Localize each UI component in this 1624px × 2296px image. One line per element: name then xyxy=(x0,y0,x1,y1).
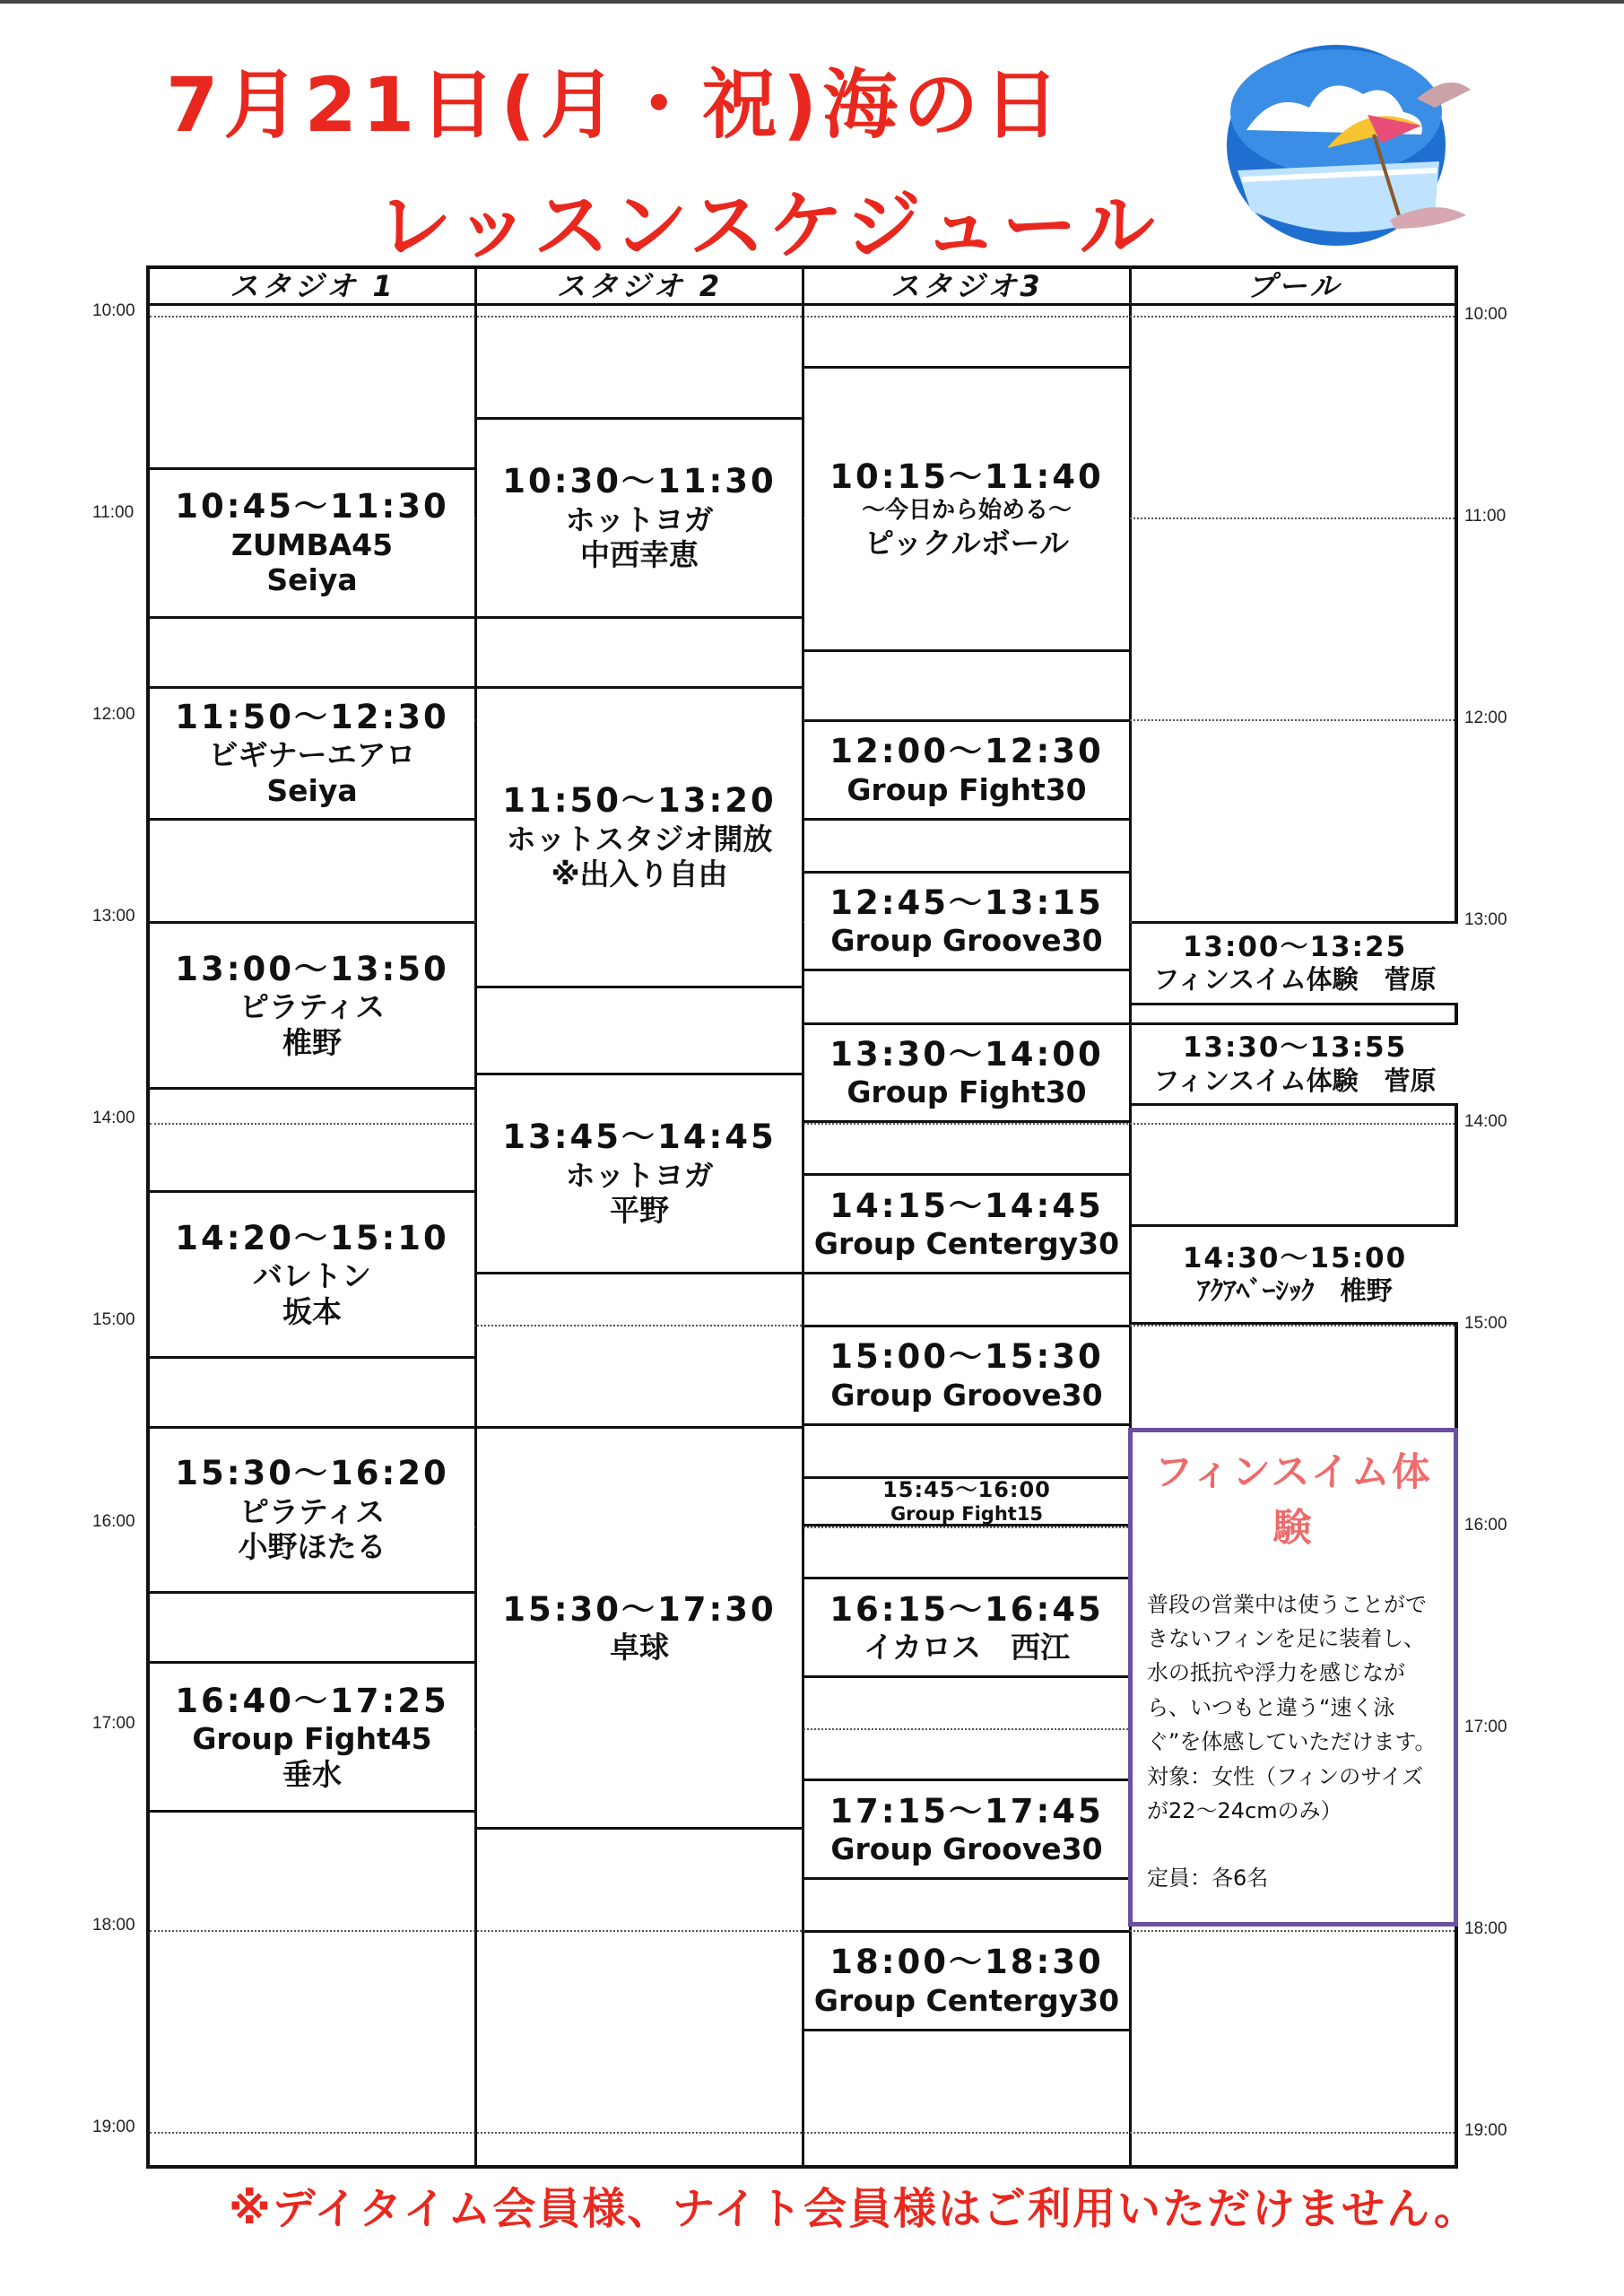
time-label-left: 12:00 xyxy=(92,705,135,724)
lesson-time: 14:15〜14:45 xyxy=(829,1186,1104,1225)
fin-swim-info-box xyxy=(1128,1428,1458,1926)
lesson-block xyxy=(150,467,474,619)
lesson-instructor: ピックルボール xyxy=(864,525,1070,561)
lesson-block xyxy=(804,366,1129,652)
lesson-block xyxy=(804,871,1129,972)
lesson-block xyxy=(804,1577,1129,1678)
lesson-name: Group Fight30 xyxy=(847,771,1087,807)
time-label-left: 10:00 xyxy=(92,301,135,320)
lesson-block xyxy=(477,417,802,619)
lesson-instructor: 中西幸恵 xyxy=(580,537,699,573)
time-label-right: 13:00 xyxy=(1464,910,1507,929)
lesson-name: イカロス 西江 xyxy=(863,1629,1070,1665)
lesson-block xyxy=(804,1930,1129,2031)
lesson-name: Group Groove30 xyxy=(830,923,1103,959)
fin-swim-text: 普段の営業中は使うことができないフィンを足に装着し、水の抵抗や浮力を感じながら、いつもと違う“速く泳ぐ”を体感していただけます。 xyxy=(1147,1591,1437,1755)
lesson-time: 13:45〜14:45 xyxy=(502,1118,777,1157)
hour-gridline xyxy=(150,2132,1455,2134)
lesson-time: 12:45〜13:15 xyxy=(829,883,1104,922)
lesson-time: 17:15〜17:45 xyxy=(829,1791,1104,1831)
time-label-left: 19:00 xyxy=(92,2118,135,2136)
column-header-studio3: スタジオ3 xyxy=(890,269,1044,303)
lesson-name: バレトン xyxy=(253,1258,371,1294)
time-label-right: 16:00 xyxy=(1464,1516,1507,1535)
lesson-time: 10:15〜11:40 xyxy=(829,457,1104,497)
hour-gridline xyxy=(150,1930,1455,1932)
lesson-time: 13:00〜13:50 xyxy=(175,949,449,988)
page-subtitle: レッスンスケジュール xyxy=(377,182,1159,270)
lesson-name: Group Fight15 xyxy=(890,1502,1044,1525)
lesson-time: 15:30〜16:20 xyxy=(175,1454,449,1493)
lesson-time: 13:00〜13:25 xyxy=(1182,930,1408,963)
lesson-instructor: 坂本 xyxy=(282,1293,342,1329)
lesson-instructor: 椎野 xyxy=(282,1024,342,1060)
lesson-block xyxy=(804,1476,1129,1526)
page-title: 7月21日(月・祝)海の日 xyxy=(166,61,1065,149)
column-header-studio1: スタジオ 1 xyxy=(230,269,396,303)
time-label-right: 15:00 xyxy=(1464,1314,1507,1333)
time-label-right: 19:00 xyxy=(1464,2121,1507,2140)
lesson-name: Group Fight45 xyxy=(192,1720,432,1756)
footer-notice: ※デイタイム会員様、ナイト会員様はご利用いただけません。 xyxy=(229,2184,1479,2234)
lesson-time: 18:00〜18:30 xyxy=(829,1943,1104,1982)
time-label-right: 11:00 xyxy=(1464,507,1507,526)
lesson-name: ホットスタジオ開放 xyxy=(506,821,773,857)
lesson-time: 13:30〜14:00 xyxy=(829,1034,1104,1074)
lesson-name: Group Centergy30 xyxy=(813,1982,1120,2018)
lesson-name: Group Groove30 xyxy=(830,1831,1103,1866)
lesson-time: 15:00〜15:30 xyxy=(829,1337,1104,1377)
lesson-block xyxy=(477,686,802,989)
lesson-instructor: 小野ほたる xyxy=(238,1529,386,1565)
time-label-right: 14:00 xyxy=(1464,1112,1507,1131)
schedule-grid xyxy=(146,265,1458,2169)
column-header-studio2: スタジオ 2 xyxy=(556,269,724,303)
lesson-name: 卓球 xyxy=(610,1629,669,1665)
time-label-right: 12:00 xyxy=(1464,709,1507,727)
lesson-block xyxy=(150,921,474,1090)
top-border xyxy=(0,0,1624,4)
lesson-instructor: 垂水 xyxy=(282,1756,342,1792)
lesson-time: 11:50〜12:30 xyxy=(175,697,449,736)
lesson-block xyxy=(804,1325,1129,1426)
lesson-time: 10:30〜11:30 xyxy=(502,462,777,501)
hour-gridline xyxy=(150,316,1455,317)
time-label-left: 16:00 xyxy=(92,1512,135,1531)
time-label-left: 11:00 xyxy=(92,503,135,522)
lesson-name: ｱｸｱﾍﾞｰｼｯｸ 椎野 xyxy=(1197,1274,1393,1306)
fin-swim-title: フィンスイム体験 xyxy=(1154,1450,1432,1552)
lesson-instructor: 平野 xyxy=(610,1193,669,1229)
lesson-name: Group Centergy30 xyxy=(813,1225,1120,1261)
lesson-block xyxy=(1132,921,1458,1005)
hour-gridline xyxy=(150,1123,1455,1125)
lesson-time: 10:45〜11:30 xyxy=(175,487,449,526)
lesson-block xyxy=(150,1661,474,1813)
time-label-left: 13:00 xyxy=(92,907,135,926)
time-label-left: 17:00 xyxy=(92,1714,135,1733)
lesson-name: ホットヨガ xyxy=(565,1157,714,1193)
lesson-block xyxy=(477,1426,802,1830)
lesson-time: 16:15〜16:45 xyxy=(829,1589,1104,1629)
lesson-instructor: Seiya xyxy=(266,562,358,598)
lesson-instructor: Seiya xyxy=(266,772,358,808)
lesson-time: 16:40〜17:25 xyxy=(175,1681,449,1720)
lesson-block xyxy=(150,1426,474,1595)
time-label-left: 15:00 xyxy=(92,1310,135,1329)
lesson-block xyxy=(1132,1224,1458,1326)
lesson-name: ピラティス xyxy=(239,989,386,1025)
column-header-pool: プール xyxy=(1246,269,1342,303)
lesson-block xyxy=(150,686,474,821)
lesson-name: フィンスイム体験 菅原 xyxy=(1153,964,1437,996)
lesson-name: Group Fight30 xyxy=(847,1074,1087,1110)
lesson-block xyxy=(1132,1022,1458,1107)
lesson-block xyxy=(804,719,1129,821)
lesson-time: 14:30〜15:00 xyxy=(1182,1241,1408,1274)
lesson-block xyxy=(804,1022,1129,1124)
lesson-time: 15:30〜17:30 xyxy=(502,1589,777,1629)
time-label-right: 17:00 xyxy=(1464,1718,1507,1736)
time-label-right: 18:00 xyxy=(1464,1919,1507,1938)
lesson-block xyxy=(804,1779,1129,1880)
lesson-block xyxy=(804,1173,1129,1274)
time-label-left: 18:00 xyxy=(92,1916,135,1935)
fin-swim-description xyxy=(1147,1587,1439,1829)
lesson-name: ホットヨガ xyxy=(565,501,714,537)
time-label-left: 14:00 xyxy=(92,1109,135,1127)
lesson-time: 13:30〜13:55 xyxy=(1182,1031,1408,1065)
time-label-right: 10:00 xyxy=(1464,305,1507,324)
lesson-time: 11:50〜13:20 xyxy=(502,781,777,821)
lesson-block xyxy=(150,1190,474,1359)
lesson-instructor: ※出入り自由 xyxy=(551,857,728,892)
lesson-name: Group Groove30 xyxy=(830,1377,1103,1413)
lesson-name: ビギナーエアロ xyxy=(208,737,416,773)
lesson-block xyxy=(477,1073,802,1274)
lesson-name: 〜今日から始める〜 xyxy=(861,497,1072,525)
lesson-name: フィンスイム体験 菅原 xyxy=(1153,1065,1437,1096)
beach-parasol-icon xyxy=(1211,36,1480,251)
lesson-name: ピラティス xyxy=(239,1493,386,1529)
fin-swim-capacity: 定員：各6名 xyxy=(1147,1866,1269,1892)
lesson-time: 14:20〜15:10 xyxy=(175,1218,449,1257)
lesson-time: 15:45〜16:00 xyxy=(882,1476,1051,1502)
fin-swim-target: 対象：女性（フィンのサイズが22〜24cmのみ） xyxy=(1147,1763,1424,1824)
lesson-time: 12:00〜12:30 xyxy=(829,732,1104,771)
lesson-name: ZUMBA45 xyxy=(230,526,394,562)
